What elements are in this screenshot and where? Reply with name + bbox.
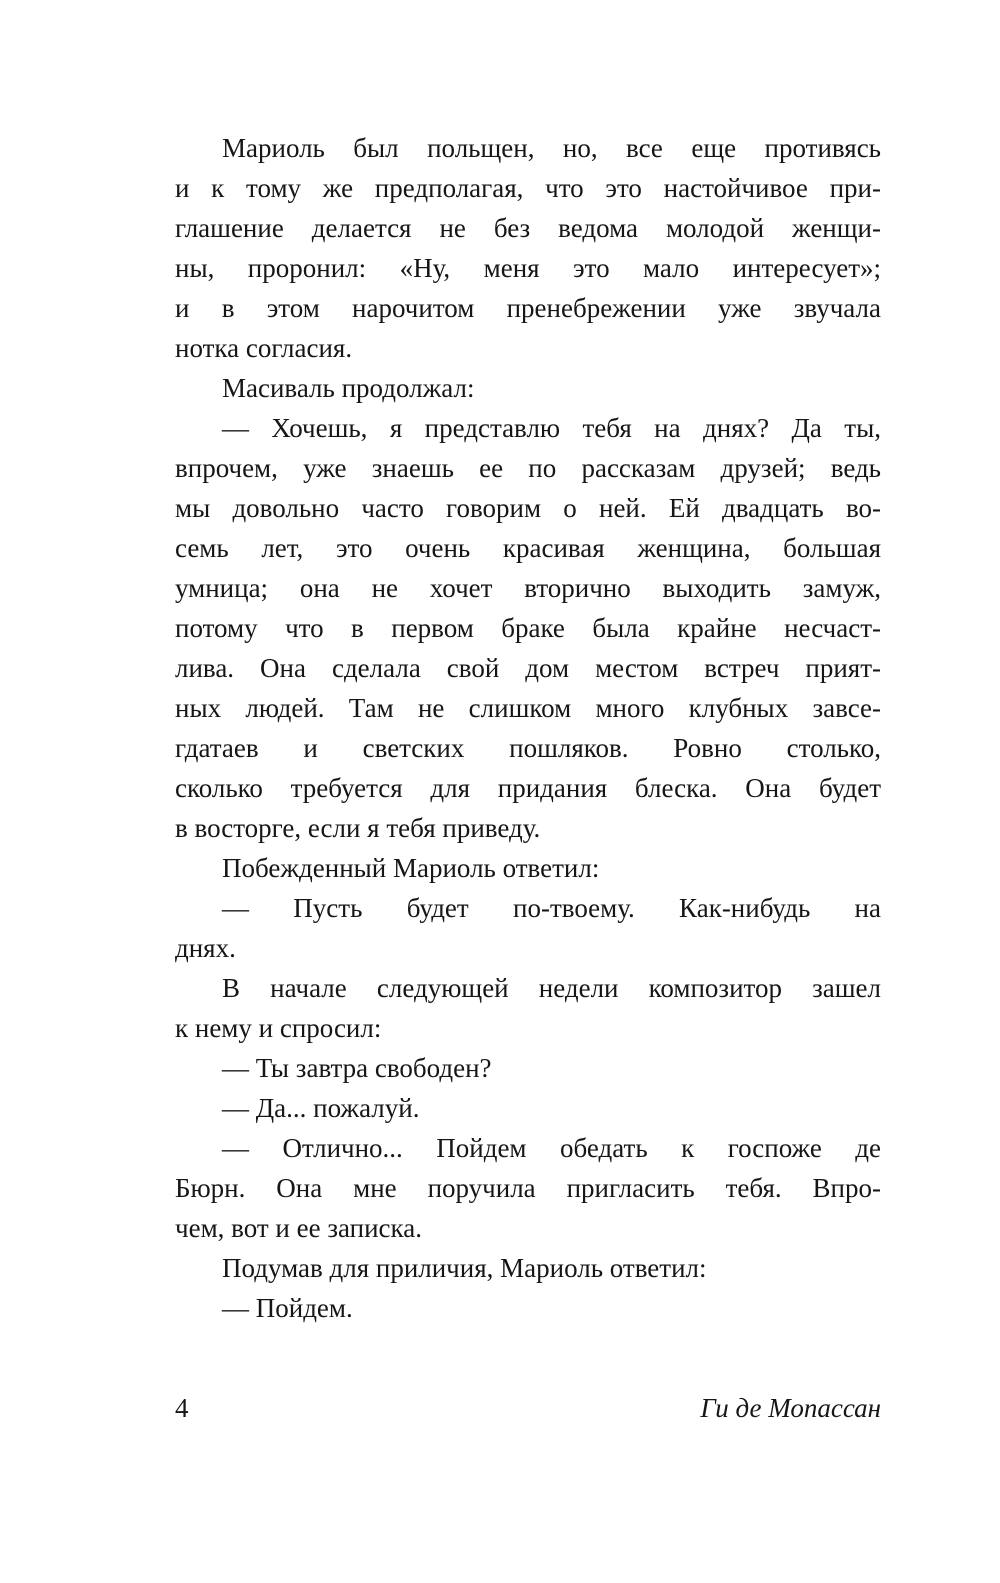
- text-line: и к тому же предполагая, что это настойчивое при-: [175, 173, 881, 203]
- text-line: и в этом нарочитом пренебрежении уже звучала: [175, 293, 881, 323]
- text-line: — Ты завтра свободен?: [222, 1053, 492, 1083]
- text-line: — Хочешь, я представлю тебя на днях? Да ты,: [222, 413, 881, 443]
- text-line: ны, проронил: «Ну, меня это мало интересует»;: [175, 253, 881, 283]
- paragraph: [175, 408, 881, 848]
- text-line: в восторге, если я тебя приведу.: [175, 813, 541, 843]
- text-line: — Да... пожалуй.: [222, 1093, 420, 1123]
- text-line: нотка согласия.: [175, 333, 353, 363]
- text-line: глашение делается не без ведома молодой женщи-: [175, 213, 881, 243]
- paragraph: [175, 1128, 881, 1248]
- paragraph: [175, 128, 881, 368]
- text-line: умница; она не хочет вторично выходить замуж,: [175, 573, 881, 603]
- text-line: гдатаев и светских пошляков. Ровно столько,: [175, 733, 881, 763]
- running-title-author: Ги де Мопассан: [700, 1393, 881, 1423]
- paragraph: [175, 848, 881, 888]
- text-line: Масиваль продолжал:: [222, 373, 475, 403]
- text-line: к нему и спросил:: [175, 1013, 382, 1043]
- page-number: 4: [175, 1393, 189, 1423]
- text-line: — Отлично... Пойдем обедать к госпоже де: [222, 1133, 881, 1163]
- text-line: чем, вот и ее записка.: [175, 1213, 422, 1243]
- text-line: В начале следующей недели композитор зашел: [222, 973, 881, 1003]
- text-line: ных людей. Там не слишком много клубных завсе-: [175, 693, 881, 723]
- text-line: — Пойдем.: [222, 1293, 353, 1323]
- paragraph: [175, 1248, 881, 1288]
- text-line: потому что в первом браке была крайне несчаст-: [175, 613, 881, 643]
- page-text: [175, 128, 881, 1328]
- text-line: Побежденный Мариоль ответил:: [222, 853, 600, 883]
- paragraph: [175, 1288, 881, 1328]
- paragraph: [175, 1088, 881, 1128]
- text-line: лива. Она сделала свой дом местом встреч прият-: [175, 653, 881, 683]
- text-line: Мариоль был польщен, но, все еще противясь: [222, 133, 881, 163]
- text-line: — Пусть будет по-твоему. Как-нибудь на: [222, 893, 881, 923]
- text-line: мы довольно часто говорим о ней. Ей двадцать во-: [175, 493, 881, 523]
- text-line: Бюрн. Она мне поручила пригласить тебя. Впро-: [175, 1173, 881, 1203]
- text-line: днях.: [175, 933, 236, 963]
- text-line: сколько требуется для придания блеска. Она будет: [175, 773, 881, 803]
- text-line: Подумав для приличия, Мариоль ответил:: [222, 1253, 707, 1283]
- paragraph: [175, 888, 881, 968]
- paragraph: [175, 1048, 881, 1088]
- text-line: впрочем, уже знаешь ее по рассказам друзей; ведь: [175, 453, 881, 483]
- paragraph: [175, 368, 881, 408]
- text-line: семь лет, это очень красивая женщина, большая: [175, 533, 881, 563]
- paragraph: [175, 968, 881, 1048]
- page-footer: [175, 1388, 881, 1428]
